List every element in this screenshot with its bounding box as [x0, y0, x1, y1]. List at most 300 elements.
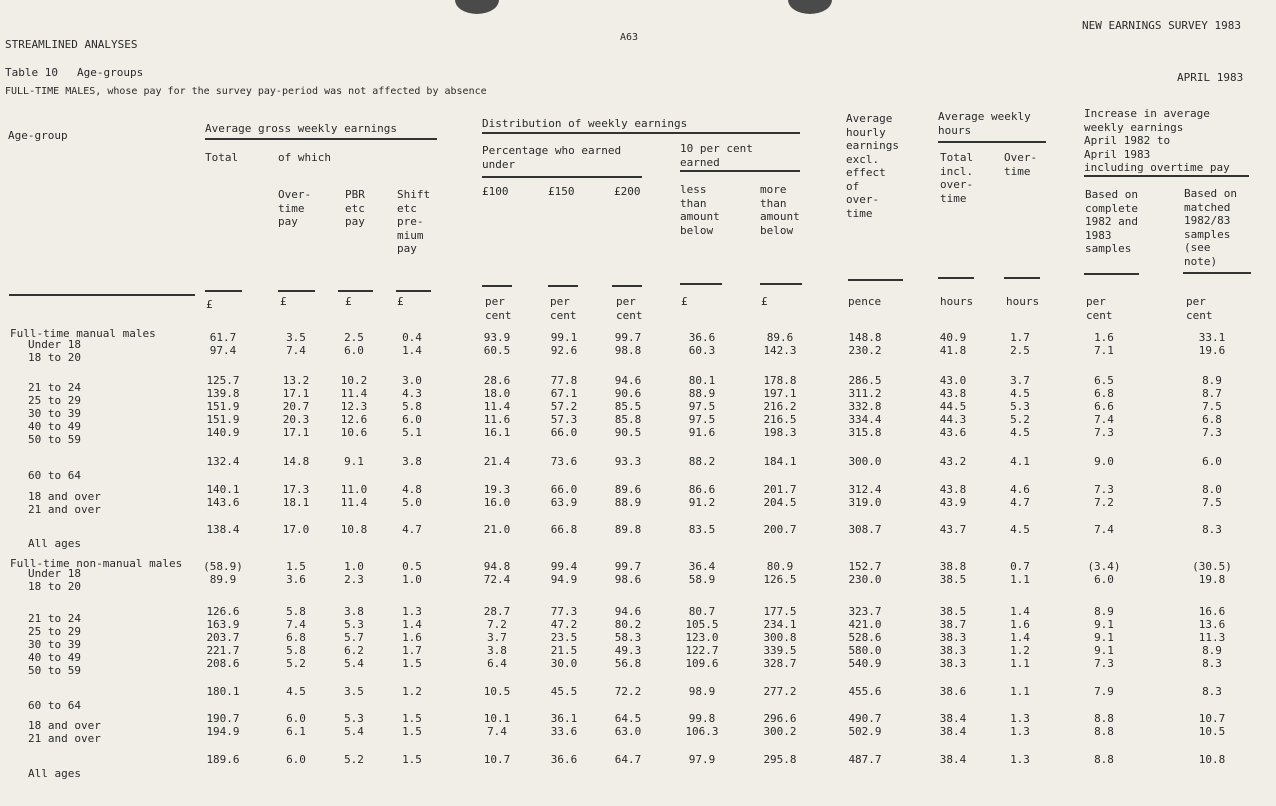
- unit-label: £: [681, 295, 688, 308]
- row-label: All ages: [28, 537, 81, 550]
- table-cell: 58.3: [614, 631, 642, 644]
- header-rule: [680, 283, 722, 285]
- table-cell: 487.7: [848, 753, 882, 766]
- table-cell: 528.6: [848, 631, 882, 644]
- unit-label: £: [397, 295, 404, 308]
- table-cell: 66.0: [550, 426, 578, 439]
- table-cell: 10.5: [483, 685, 511, 698]
- table-cell: 61.7: [209, 331, 237, 344]
- table-cell: 216.5: [763, 413, 797, 426]
- table-cell: 83.5: [688, 523, 716, 536]
- table-cell: 180.1: [206, 685, 240, 698]
- table-cell: 2.5: [1010, 344, 1030, 357]
- table-cell: 7.5: [1202, 496, 1222, 509]
- table-cell: 2.5: [344, 331, 364, 344]
- increase-header: Increase in average weekly earnings April 1982 to April 1983 including overtime pay: [1084, 107, 1230, 174]
- table-cell: 332.8: [848, 400, 882, 413]
- header-rule: [482, 176, 642, 178]
- table-cell: 1.5: [402, 753, 422, 766]
- distribution-header: Distribution of weekly earnings: [482, 117, 688, 130]
- table-cell: 204.5: [763, 496, 797, 509]
- table-cell: 151.9: [206, 400, 240, 413]
- table-cell: 1.0: [402, 573, 422, 586]
- row-label: Under 18: [28, 567, 81, 580]
- table-cell: 38.8: [939, 560, 967, 573]
- table-cell: 277.2: [763, 685, 797, 698]
- table-cell: 16.6: [1198, 605, 1226, 618]
- table-cell: 33.1: [1198, 331, 1226, 344]
- table-cell: 1.4: [1010, 605, 1030, 618]
- table-cell: 77.8: [550, 374, 578, 387]
- table-cell: 6.1: [286, 725, 306, 738]
- table-cell: 13.6: [1198, 618, 1226, 631]
- table-cell: 3.8: [402, 455, 422, 468]
- header-rule: [396, 290, 431, 292]
- table-cell: 13.2: [282, 374, 310, 387]
- table-cell: 8.9: [1202, 644, 1222, 657]
- row-label: 21 to 24: [28, 381, 81, 394]
- table-cell: 1.7: [402, 644, 422, 657]
- pct-earned-header: Percentage who earned under: [482, 144, 622, 171]
- table-cell: 92.6: [550, 344, 578, 357]
- header-rule: [548, 285, 578, 287]
- table-cell: 57.2: [550, 400, 578, 413]
- table-cell: 6.5: [1094, 374, 1114, 387]
- row-label: 25 to 29: [28, 394, 81, 407]
- table-cell: 1.6: [402, 631, 422, 644]
- table-cell: 99.1: [550, 331, 578, 344]
- shift-pay-header: Shift etc pre- mium pay: [397, 188, 431, 255]
- table-cell: 6.4: [487, 657, 507, 670]
- table-cell: 38.5: [939, 573, 967, 586]
- table-cell: 38.5: [939, 605, 967, 618]
- table-cell: 3.8: [344, 605, 364, 618]
- table-cell: 9.1: [344, 455, 364, 468]
- table-cell: 328.7: [763, 657, 797, 670]
- table-cell: 21.5: [550, 644, 578, 657]
- table-cell: 57.3: [550, 413, 578, 426]
- table-cell: 7.4: [286, 344, 306, 357]
- table-cell: 1.0: [344, 560, 364, 573]
- table-cell: 94.6: [614, 374, 642, 387]
- unit-label: £: [345, 295, 352, 308]
- unit-label: hours: [940, 295, 974, 308]
- of-which-header: of which: [278, 151, 331, 164]
- avg-gross-header: Average gross weekly earnings: [205, 122, 398, 135]
- table-cell: 88.9: [688, 387, 716, 400]
- table-cell: 43.0: [939, 374, 967, 387]
- table-cell: 5.4: [344, 725, 364, 738]
- streamlined-title: STREAMLINED ANALYSES: [5, 38, 138, 51]
- table-cell: 38.3: [939, 657, 967, 670]
- table-cell: 86.6: [688, 483, 716, 496]
- table-cell: 9.0: [1094, 455, 1114, 468]
- table-cell: 455.6: [848, 685, 882, 698]
- row-label: All ages: [28, 767, 81, 780]
- table-cell: 7.4: [1094, 413, 1114, 426]
- table-cell: 98.9: [688, 685, 716, 698]
- table-cell: 72.2: [614, 685, 642, 698]
- table-cell: 10.8: [1198, 753, 1226, 766]
- table-cell: 4.7: [1010, 496, 1030, 509]
- table-cell: 580.0: [848, 644, 882, 657]
- unit-label: pence: [848, 295, 882, 308]
- table-cell: 8.0: [1202, 483, 1222, 496]
- header-rule: [482, 132, 800, 134]
- table-cell: 36.4: [688, 560, 716, 573]
- table-cell: 89.6: [614, 483, 642, 496]
- table-cell: 49.3: [614, 644, 642, 657]
- table-cell: 203.7: [206, 631, 240, 644]
- table-cell: 63.9: [550, 496, 578, 509]
- table-cell: 3.5: [344, 685, 364, 698]
- table-cell: 1.1: [1010, 573, 1030, 586]
- table-cell: (3.4): [1087, 560, 1121, 573]
- unit-label: per cent: [1086, 295, 1113, 322]
- table-cell: 36.6: [550, 753, 578, 766]
- table-cell: 17.0: [282, 523, 310, 536]
- table-cell: 6.2: [344, 644, 364, 657]
- table-cell: 10.5: [1198, 725, 1226, 738]
- table-cell: 38.4: [939, 753, 967, 766]
- table-cell: 6.0: [1202, 455, 1222, 468]
- table-cell: 105.5: [685, 618, 719, 631]
- table-cell: 4.5: [1010, 426, 1030, 439]
- table-cell: 8.7: [1202, 387, 1222, 400]
- less-than-header: less than amount below: [680, 183, 720, 237]
- table-cell: 421.0: [848, 618, 882, 631]
- table-cell: 97.4: [209, 344, 237, 357]
- unit-label: £: [280, 295, 287, 308]
- table-cell: 295.8: [763, 753, 797, 766]
- table-cell: 8.3: [1202, 685, 1222, 698]
- weekly-hours-header: Average weekly hours: [938, 110, 1031, 137]
- table-cell: 38.4: [939, 725, 967, 738]
- table-cell: 99.7: [614, 331, 642, 344]
- table-cell: 5.1: [402, 426, 422, 439]
- table-cell: 490.7: [848, 712, 882, 725]
- table-cell: 5.3: [344, 712, 364, 725]
- table-cell: 7.3: [1094, 483, 1114, 496]
- table-cell: 77.3: [550, 605, 578, 618]
- table-cell: 194.9: [206, 725, 240, 738]
- table-cell: 80.2: [614, 618, 642, 631]
- table-cell: 11.3: [1198, 631, 1226, 644]
- table-cell: 140.9: [206, 426, 240, 439]
- table-cell: 198.3: [763, 426, 797, 439]
- table-cell: 99.7: [614, 560, 642, 573]
- table-cell: 189.6: [206, 753, 240, 766]
- table-cell: 7.5: [1202, 400, 1222, 413]
- table-cell: 4.7: [402, 523, 422, 536]
- table-cell: 296.6: [763, 712, 797, 725]
- table-cell: 208.6: [206, 657, 240, 670]
- row-label: 21 and over: [28, 732, 101, 745]
- table-cell: 3.8: [487, 644, 507, 657]
- table-cell: 56.8: [614, 657, 642, 670]
- table-cell: 0.4: [402, 331, 422, 344]
- table-cell: 93.3: [614, 455, 642, 468]
- table-cell: 5.8: [286, 644, 306, 657]
- row-label: 50 to 59: [28, 664, 81, 677]
- table-cell: 28.7: [483, 605, 511, 618]
- table-cell: 334.4: [848, 413, 882, 426]
- table-cell: 8.8: [1094, 753, 1114, 766]
- header-rule: [205, 138, 437, 140]
- table-cell: 43.7: [939, 523, 967, 536]
- table-cell: 80.1: [688, 374, 716, 387]
- binder-clip-right: [788, 0, 832, 14]
- table-cell: 17.1: [282, 426, 310, 439]
- table-cell: 6.8: [1202, 413, 1222, 426]
- table-cell: 197.1: [763, 387, 797, 400]
- table-number: Table 10: [5, 66, 58, 79]
- table-cell: 1.5: [402, 657, 422, 670]
- table-cell: 4.3: [402, 387, 422, 400]
- table-cell: 16.1: [483, 426, 511, 439]
- table-cell: 10.7: [1198, 712, 1226, 725]
- hourly-earnings-header: Average hourly earnings excl. effect of over- time: [846, 112, 899, 220]
- unit-label: per cent: [550, 295, 577, 322]
- table-cell: 1.5: [402, 725, 422, 738]
- table-cell: 4.5: [1010, 387, 1030, 400]
- table-cell: 67.1: [550, 387, 578, 400]
- table-cell: 200.7: [763, 523, 797, 536]
- table-cell: 184.1: [763, 455, 797, 468]
- table-cell: 8.9: [1094, 605, 1114, 618]
- pbr-pay-header: PBR etc pay: [345, 188, 365, 228]
- table-cell: 47.2: [550, 618, 578, 631]
- table-cell: 6.8: [286, 631, 306, 644]
- table-cell: 6.0: [1094, 573, 1114, 586]
- table-cell: 17.1: [282, 387, 310, 400]
- table-cell: 1.3: [1010, 753, 1030, 766]
- table-cell: 38.4: [939, 712, 967, 725]
- row-label: 50 to 59: [28, 433, 81, 446]
- table-cell: 64.7: [614, 753, 642, 766]
- table-cell: 28.6: [483, 374, 511, 387]
- table-cell: 1.2: [402, 685, 422, 698]
- table-cell: 5.0: [402, 496, 422, 509]
- table-cell: 5.7: [344, 631, 364, 644]
- table-cell: 38.3: [939, 631, 967, 644]
- table-cell: 11.0: [340, 483, 368, 496]
- table-cell: 11.6: [483, 413, 511, 426]
- table-cell: 1.3: [1010, 725, 1030, 738]
- table-cell: 91.6: [688, 426, 716, 439]
- row-label: 21 and over: [28, 503, 101, 516]
- table-cell: 91.2: [688, 496, 716, 509]
- table-cell: 311.2: [848, 387, 882, 400]
- table-cell: 17.3: [282, 483, 310, 496]
- table-cell: 10.1: [483, 712, 511, 725]
- group-heading: Full-time non-manual males: [10, 557, 183, 570]
- unit-label: hours: [1006, 295, 1040, 308]
- table-cell: 312.4: [848, 483, 882, 496]
- table-cell: 99.4: [550, 560, 578, 573]
- table-cell: 19.3: [483, 483, 511, 496]
- table-cell: 323.7: [848, 605, 882, 618]
- table-cell: 12.3: [340, 400, 368, 413]
- table-cell: 97.5: [688, 400, 716, 413]
- table-cell: 38.3: [939, 644, 967, 657]
- table-cell: 19.6: [1198, 344, 1226, 357]
- binder-clip-left: [455, 0, 499, 14]
- table-cell: 151.9: [206, 413, 240, 426]
- table-cell: 30.0: [550, 657, 578, 670]
- table-cell: 38.6: [939, 685, 967, 698]
- table-cell: 6.6: [1094, 400, 1114, 413]
- row-label: 40 to 49: [28, 651, 81, 664]
- table-cell: 36.1: [550, 712, 578, 725]
- table-cell: 43.8: [939, 387, 967, 400]
- based-matched-header: Based on matched 1982/83 samples (see note): [1184, 187, 1237, 268]
- table-cell: 94.9: [550, 573, 578, 586]
- table-cell: 97.9: [688, 753, 716, 766]
- table-cell: 143.6: [206, 496, 240, 509]
- under-200-header: £200: [614, 185, 641, 198]
- table-cell: 64.5: [614, 712, 642, 725]
- row-label: 18 and over: [28, 719, 101, 732]
- ten-pct-header: 10 per cent earned: [680, 142, 753, 169]
- group-heading: Full-time manual males: [10, 327, 156, 340]
- page-code: A63: [620, 32, 639, 43]
- table-cell: 126.5: [763, 573, 797, 586]
- table-title: Age-groups: [77, 66, 144, 79]
- table-cell: 66.8: [550, 523, 578, 536]
- overtime-pay-header: Over- time pay: [278, 188, 312, 228]
- table-cell: 1.5: [402, 712, 422, 725]
- more-than-header: more than amount below: [760, 183, 800, 237]
- header-rule: [680, 170, 800, 172]
- header-rule: [612, 285, 642, 287]
- table-cell: 21.0: [483, 523, 511, 536]
- table-cell: 1.4: [1010, 631, 1030, 644]
- table-cell: 4.1: [1010, 455, 1030, 468]
- table-cell: 125.7: [206, 374, 240, 387]
- table-cell: 109.6: [685, 657, 719, 670]
- table-cell: 11.4: [483, 400, 511, 413]
- table-cell: 97.5: [688, 413, 716, 426]
- table-cell: 72.4: [483, 573, 511, 586]
- table-cell: 190.7: [206, 712, 240, 725]
- table-cell: 10.7: [483, 753, 511, 766]
- table-cell: 1.6: [1010, 618, 1030, 631]
- unit-label: per cent: [1186, 295, 1213, 322]
- header-rule: [938, 277, 974, 279]
- table-cell: 106.3: [685, 725, 719, 738]
- unit-label: per cent: [485, 295, 512, 322]
- table-cell: 123.0: [685, 631, 719, 644]
- table-cell: 5.8: [286, 605, 306, 618]
- table-cell: 7.3: [1202, 426, 1222, 439]
- table-cell: 0.7: [1010, 560, 1030, 573]
- table-cell: 1.1: [1010, 657, 1030, 670]
- table-cell: 216.2: [763, 400, 797, 413]
- table-cell: 5.8: [402, 400, 422, 413]
- table-cell: 88.9: [614, 496, 642, 509]
- header-rule: [1084, 175, 1249, 177]
- total-hours-header: Total incl. over- time: [940, 151, 974, 205]
- header-rule: [938, 141, 1046, 143]
- table-cell: 132.4: [206, 455, 240, 468]
- table-cell: 1.4: [402, 618, 422, 631]
- table-cell: 230.2: [848, 344, 882, 357]
- table-cell: 0.5: [402, 560, 422, 573]
- row-label: 40 to 49: [28, 420, 81, 433]
- table-cell: 152.7: [848, 560, 882, 573]
- table-cell: 80.7: [688, 605, 716, 618]
- table-cell: 3.7: [1010, 374, 1030, 387]
- table-cell: 43.8: [939, 483, 967, 496]
- table-cell: 3.0: [402, 374, 422, 387]
- table-cell: 6.0: [344, 344, 364, 357]
- table-cell: 73.6: [550, 455, 578, 468]
- table-cell: 89.6: [766, 331, 794, 344]
- table-cell: 201.7: [763, 483, 797, 496]
- table-cell: 19.8: [1198, 573, 1226, 586]
- table-cell: 43.2: [939, 455, 967, 468]
- table-cell: 5.2: [344, 753, 364, 766]
- table-cell: 90.5: [614, 426, 642, 439]
- table-cell: 23.5: [550, 631, 578, 644]
- table-cell: 300.8: [763, 631, 797, 644]
- table-cell: 10.8: [340, 523, 368, 536]
- table-cell: 7.4: [286, 618, 306, 631]
- table-cell: 18.0: [483, 387, 511, 400]
- table-cell: 60.3: [688, 344, 716, 357]
- table-cell: 43.6: [939, 426, 967, 439]
- table-cell: 8.3: [1202, 657, 1222, 670]
- header-rule: [1084, 273, 1139, 275]
- header-rule: [482, 285, 512, 287]
- survey-title: NEW EARNINGS SURVEY 1983: [1082, 19, 1241, 32]
- table-cell: 11.4: [340, 496, 368, 509]
- unit-label: £: [761, 295, 768, 308]
- table-cell: 300.2: [763, 725, 797, 738]
- table-cell: 6.0: [286, 712, 306, 725]
- based-complete-header: Based on complete 1982 and 1983 samples: [1085, 188, 1138, 255]
- table-cell: 9.1: [1094, 644, 1114, 657]
- row-label: Under 18: [28, 338, 81, 351]
- table-cell: 5.2: [286, 657, 306, 670]
- table-cell: 12.6: [340, 413, 368, 426]
- table-cell: 89.8: [614, 523, 642, 536]
- table-cell: 8.8: [1094, 725, 1114, 738]
- table-cell: 319.0: [848, 496, 882, 509]
- table-cell: 315.8: [848, 426, 882, 439]
- total-header: Total: [205, 151, 239, 164]
- unit-label: £: [206, 298, 213, 311]
- table-cell: 2.3: [344, 573, 364, 586]
- table-cell: 9.1: [1094, 631, 1114, 644]
- table-cell: 126.6: [206, 605, 240, 618]
- header-rule: [9, 294, 195, 296]
- row-label: 18 and over: [28, 490, 101, 503]
- table-cell: (30.5): [1192, 560, 1232, 573]
- table-cell: 3.5: [286, 331, 306, 344]
- survey-date: APRIL 1983: [1177, 71, 1244, 84]
- table-cell: 9.1: [1094, 618, 1114, 631]
- table-cell: 10.2: [340, 374, 368, 387]
- table-cell: 44.5: [939, 400, 967, 413]
- table-cell: 45.5: [550, 685, 578, 698]
- table-cell: 40.9: [939, 331, 967, 344]
- table-cell: 221.7: [206, 644, 240, 657]
- table-cell: 7.4: [1094, 523, 1114, 536]
- table-cell: 85.8: [614, 413, 642, 426]
- header-rule: [338, 290, 373, 292]
